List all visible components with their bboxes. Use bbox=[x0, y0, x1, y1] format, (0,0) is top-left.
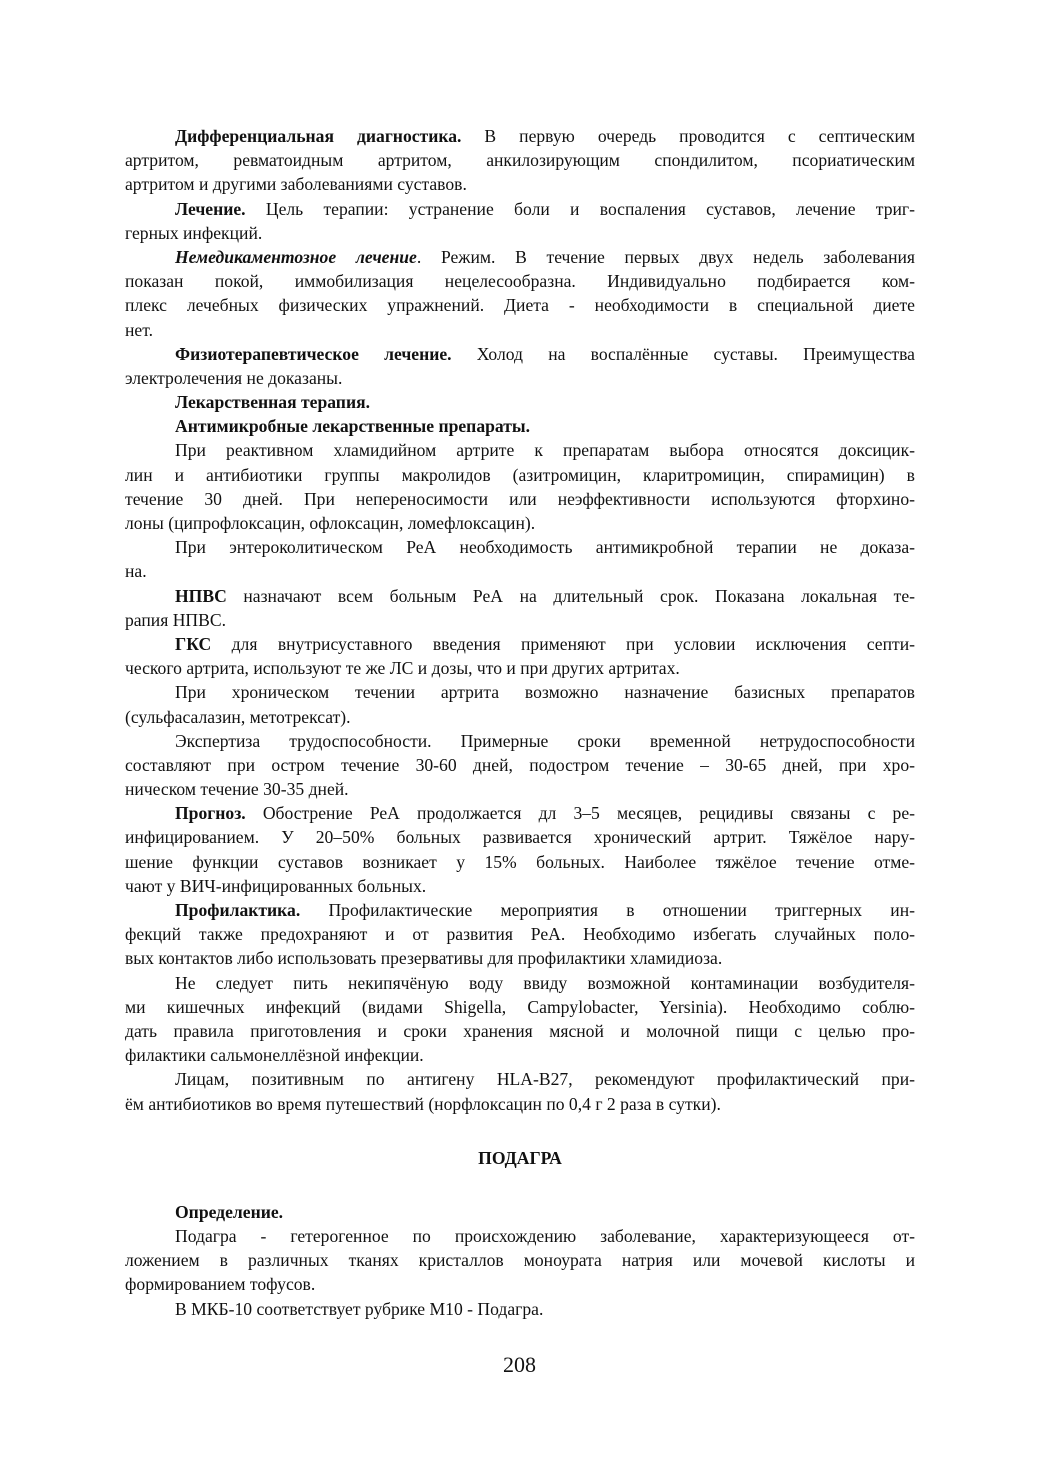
text-line: артритом и другими заболеваниями суставов. bbox=[125, 174, 467, 195]
term-bold: Дифференциальная диагностика. bbox=[175, 126, 462, 146]
text-line: ническом течение 30-35 дней. bbox=[125, 779, 349, 800]
term-bold: Физиотерапевтическое лечение. bbox=[175, 343, 452, 364]
text-line: ческого артрита, используют те же ЛС и дозы, что и при других артритах. bbox=[125, 658, 680, 679]
page-body bbox=[125, 124, 915, 1321]
text-line: чают у ВИЧ-инфицированных больных. bbox=[125, 875, 427, 896]
text-line: В МКБ-10 соответствует рубрике М10 - Подагра. bbox=[175, 1298, 544, 1319]
term-bold: ГКС bbox=[175, 633, 212, 654]
text-line: лоны (ципрофлоксацин, офлоксацин, ломефлоксацин). bbox=[125, 513, 536, 533]
text-line: Лечение. Цель терапии: устранение боли и воспаления суставов, лечение триг- bbox=[175, 198, 915, 219]
text-line: Лицам, позитивным по антигену HLA-B27, рекомендуют профилактический при- bbox=[175, 1069, 915, 1090]
spacer bbox=[125, 1170, 915, 1200]
text-line: формированием тофусов. bbox=[125, 1274, 316, 1295]
term-bold-italic: Немедикаментозное лечение bbox=[175, 246, 417, 267]
text-line: на. bbox=[125, 561, 147, 582]
text-line: ложением в различных тканях кристаллов моноурата натрия или мочевой кислоты и bbox=[125, 1250, 915, 1271]
text-line: вых контактов либо использовать презервативы для профилактики хламидиоза. bbox=[125, 948, 723, 969]
text-line: ми кишечных инфекций (видами Shigella, Campylobacter, Yersinia). Необходимо соблю- bbox=[125, 996, 915, 1017]
text-line: Не следует пить некипячёную воду ввиду возможной контаминации возбудителя- bbox=[175, 972, 915, 993]
text-line: Прогноз. Обострение РеА продолжается дл 3–5 месяцев, рецидивы связаны с ре- bbox=[175, 803, 915, 824]
text-line: Дифференциальная диагностика. В первую очередь проводится с септическим bbox=[175, 126, 915, 146]
text-line: Экспертиза трудоспособности. Примерные сроки временной нетрудоспособности bbox=[175, 730, 915, 751]
text-line: течение 30 дней. При непереносимости или неэффективности используются фторхино- bbox=[125, 488, 915, 509]
text-line: артритом, ревматоидным артритом, анкилозирующим спондилитом, псориатическим bbox=[125, 150, 915, 171]
text-line: плекс лечебных физических упражнений. Диета - необходимости в специальной диете bbox=[125, 295, 915, 316]
subheading: Лекарственная терапия. bbox=[175, 392, 370, 413]
text-line: (сульфасалазин, метотрексат). bbox=[125, 706, 351, 727]
text-line: герных инфекций. bbox=[125, 222, 263, 243]
section-title: ПОДАГРА bbox=[478, 1147, 562, 1168]
text-line: Немедикаментозное лечение. Режим. В течение первых двух недель заболевания bbox=[175, 246, 916, 267]
text-line: При хроническом течении артрита возможно назначение базисных препаратов bbox=[175, 682, 915, 703]
text-line: Физиотерапевтическое лечение. Холод на воспалённые суставы. Преимущества bbox=[175, 343, 915, 364]
text-line: составляют при остром течение 30-60 дней, подостром течение – 30-65 дней, при хро- bbox=[125, 754, 915, 775]
text-line: ём антибиотиков во время путешествий (норфлоксацин по 0,4 г 2 раза в сутки). bbox=[125, 1093, 721, 1114]
text-line: При реактивном хламидийном артрите к препаратам выбора относятся доксицик- bbox=[175, 440, 915, 461]
text-line: Профилактика. Профилактические мероприятия в отношении триггерных ин- bbox=[175, 900, 915, 920]
text-line: нет. bbox=[125, 319, 153, 340]
term-bold: Лечение. bbox=[175, 198, 246, 219]
subheading: Антимикробные лекарственные препараты. bbox=[175, 416, 531, 437]
text-line: лин и антибиотики группы макролидов (азитромицин, кларитромицин, спирамицин) в bbox=[125, 464, 915, 485]
text-line: При энтероколитическом РеА необходимость антимикробной терапии не доказа- bbox=[175, 537, 915, 558]
text-line: дать правила приготовления и сроки хранения мясной и молочной пищи с целью про- bbox=[125, 1020, 915, 1041]
text-line: шение функции суставов возникает у 15% больных. Наиболее тяжёлое течение отме- bbox=[125, 851, 915, 872]
text-line: рапия НПВС. bbox=[125, 609, 226, 630]
term-bold: Прогноз. bbox=[175, 803, 246, 824]
term-bold: НПВС bbox=[175, 585, 227, 606]
text-line: показан покой, иммобилизация нецелесообразна. Индивидуально подбирается ком- bbox=[125, 271, 915, 292]
text-line: фекций также предохраняют и от развития РеА. Необходимо избегать случайных поло- bbox=[125, 924, 915, 945]
page-number: 208 bbox=[503, 1352, 536, 1377]
text-line: ГКС для внутрисуставного введения применяют при условии исключения септи- bbox=[175, 633, 915, 654]
spacer bbox=[125, 1116, 915, 1146]
text-line: Подагра - гетерогенное по происхождению заболевание, характеризующееся от- bbox=[175, 1226, 915, 1247]
subheading: Определение. bbox=[175, 1201, 284, 1222]
text-line: электролечения не доказаны. bbox=[125, 367, 343, 388]
term-bold: Профилактика. bbox=[175, 900, 301, 920]
text-line: филактики сальмонеллёзной инфекции. bbox=[125, 1045, 424, 1066]
text-line: НПВС назначают всем больным РеА на длительный срок. Показана локальная те- bbox=[175, 585, 915, 606]
text-line: инфицированием. У 20–50% больных развивается хронический артрит. Тяжёлое нару- bbox=[125, 827, 915, 848]
